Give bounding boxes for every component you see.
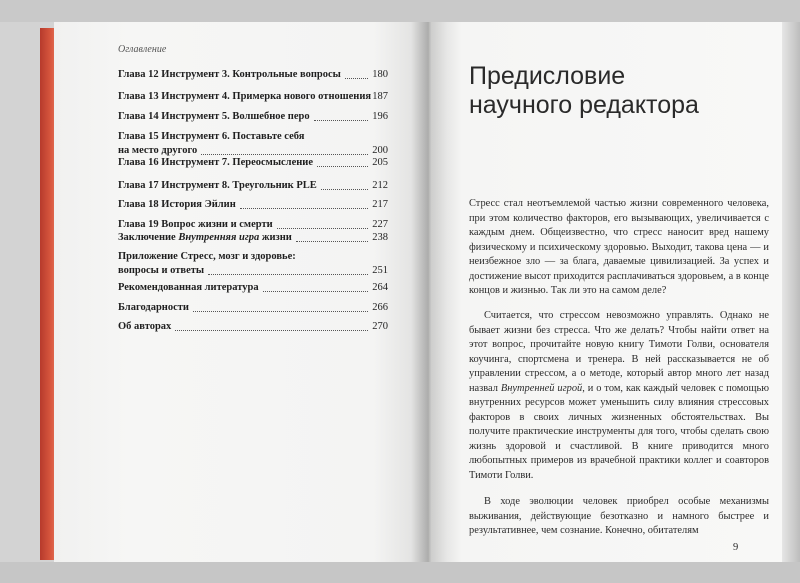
toc-dot-leader xyxy=(345,78,368,79)
page-heading xyxy=(469,62,769,120)
toc-entry-line xyxy=(118,281,388,295)
toc-entry xyxy=(118,218,388,232)
toc-dot-leader xyxy=(175,330,368,331)
toc-dot-leader xyxy=(201,154,368,155)
toc-entry xyxy=(118,301,388,315)
toc-entry xyxy=(118,156,388,170)
toc-entry-title: Глава 13 Инструмент 4. Примерка нового отношения xyxy=(118,91,372,102)
paragraph-2-text-a: Считается, что стрессом невозможно управлять. Однако не бывает жизни без стресса. Что же делать? Чтобы найти ответ на этот вопрос, прочитайте новую книгу Тимоти Голви, основателя коучинга, спортсмена и тренера. В ней рассказывается не об управлении стрессом, а о методе, который автор много лет назад назвал xyxy=(469,310,769,394)
toc-dot-leader xyxy=(296,241,368,242)
scan-background-top xyxy=(0,0,800,22)
paragraph-2-italic: Внутренней игрой xyxy=(500,382,583,394)
toc-entry-title: Глава 15 Инструмент 6. Поставьте себя xyxy=(118,131,305,142)
toc-entry xyxy=(118,281,388,295)
toc-page-number: 238 xyxy=(372,232,388,243)
toc-page-number: 270 xyxy=(372,321,388,332)
toc-entry-title: Глава 19 Вопрос жизни и смерти xyxy=(118,219,273,230)
scan-background-bottom xyxy=(0,562,800,583)
toc-dot-leader xyxy=(277,228,369,229)
heading-line-1: Предисловие xyxy=(469,62,626,90)
toc-dot-leader xyxy=(321,189,368,190)
toc-entry-title: Заключение Внутренняя игра жизни xyxy=(118,232,292,243)
toc-entry-line xyxy=(118,301,388,315)
toc-dot-leader xyxy=(193,311,368,312)
running-head: Оглавление xyxy=(118,44,167,55)
toc-entry xyxy=(118,198,388,212)
toc-entry-title: Благодарности xyxy=(118,302,189,313)
toc-dot-leader xyxy=(314,120,369,121)
right-page-edge-shadow xyxy=(782,22,800,562)
toc-page-number: 212 xyxy=(372,180,388,191)
toc-entry-title: Глава 17 Инструмент 8. Треугольник PLE xyxy=(118,180,317,191)
toc-entry-line xyxy=(118,110,388,124)
toc-entry xyxy=(118,130,388,158)
toc-entry-title: Глава 16 Инструмент 7. Переосмысление xyxy=(118,157,313,168)
toc-entry-line xyxy=(118,179,388,193)
toc-page-number: 266 xyxy=(372,302,388,313)
toc-page-number: 187 xyxy=(372,91,388,102)
toc-page-number: 196 xyxy=(372,111,388,122)
toc-dot-leader xyxy=(240,208,368,209)
toc-page-number: 180 xyxy=(372,69,388,80)
toc-entry xyxy=(118,320,388,334)
page-number: 9 xyxy=(733,542,739,553)
toc-page-number: 251 xyxy=(372,265,388,276)
toc-dot-leader xyxy=(208,274,368,275)
paragraph-2 xyxy=(469,309,769,483)
toc-entry-line xyxy=(118,218,388,232)
toc-dot-leader xyxy=(263,291,369,292)
paragraph-3 xyxy=(469,495,769,539)
toc-entry xyxy=(118,90,388,104)
toc-entry-line xyxy=(118,130,388,144)
toc-entry-title: Глава 18 История Эйлин xyxy=(118,199,236,210)
heading-line-2: научного редактора xyxy=(469,91,699,119)
toc-entry xyxy=(118,179,388,193)
toc-entry-line xyxy=(118,320,388,334)
toc-entry xyxy=(118,231,388,245)
toc-entry-line xyxy=(118,90,388,104)
toc-entry-title: Рекомендованная литература xyxy=(118,282,259,293)
toc-entry-title: вопросы и ответы xyxy=(118,265,205,276)
toc-page-number: 205 xyxy=(372,157,388,168)
paragraph-1 xyxy=(469,197,769,299)
toc-entry-line xyxy=(118,250,388,264)
book-gutter-shadow xyxy=(411,22,447,562)
toc-entry xyxy=(118,68,388,82)
toc-entry-title: на место другого xyxy=(118,145,198,156)
toc-entry-title: Глава 14 Инструмент 5. Волшебное перо xyxy=(118,111,310,122)
toc-page-number: 264 xyxy=(372,282,388,293)
toc-entry-title: Приложение Стресс, мозг и здоровье: xyxy=(118,251,296,262)
paragraph-1-text: Стресс стал неотъемлемой частью жизни современного человека, при этом количество факторов, его вызывающих, увеличивается с каждым днем. Общеизвестно, что стресс наносит вред нашему физическому и психическому здоровью. Выходит, такова цена — и неизбежное зло — за блага, даваемые цивилизацией. За успех и достижение высот приходится расплачиваться здоровьем, а в конце концов и жизнью. Так ли это на самом деле? xyxy=(469,198,769,296)
toc-entry-line xyxy=(118,231,388,245)
paragraph-3-text: В ходе эволюции человек приобрел особые механизмы выживания, действующие безотказно и намного быстрее и результативнее, чем сознание. Конечно, обитателям xyxy=(469,496,769,536)
toc-entry xyxy=(118,250,388,278)
toc-entry-line xyxy=(118,264,388,278)
toc-page-number: 227 xyxy=(372,219,388,230)
toc-entry-line xyxy=(118,198,388,212)
toc-dot-leader xyxy=(317,166,368,167)
toc-page-number: 217 xyxy=(372,199,388,210)
toc-page-number: 200 xyxy=(372,145,388,156)
paragraph-2-text-b: , и о том, как каждый человек с помощью внутренних ресурсов может уменьшить силу влияния стрессовых факторов в своих личных жизненных обстоятельствах. Вы получите практические инструменты для того, чтобы сделать свою жизнь здоровой и счастливой. В книге приводится много любопытных примеров из врачебной практики коллег и соавторов Тимоти Голви. xyxy=(469,382,769,481)
toc-entry xyxy=(118,110,388,124)
toc-entry-line xyxy=(118,156,388,170)
toc-entry-line xyxy=(118,68,388,82)
toc-entry-title: Глава 12 Инструмент 3. Контрольные вопросы xyxy=(118,69,341,80)
toc-entry-title: Об авторах xyxy=(118,321,172,332)
